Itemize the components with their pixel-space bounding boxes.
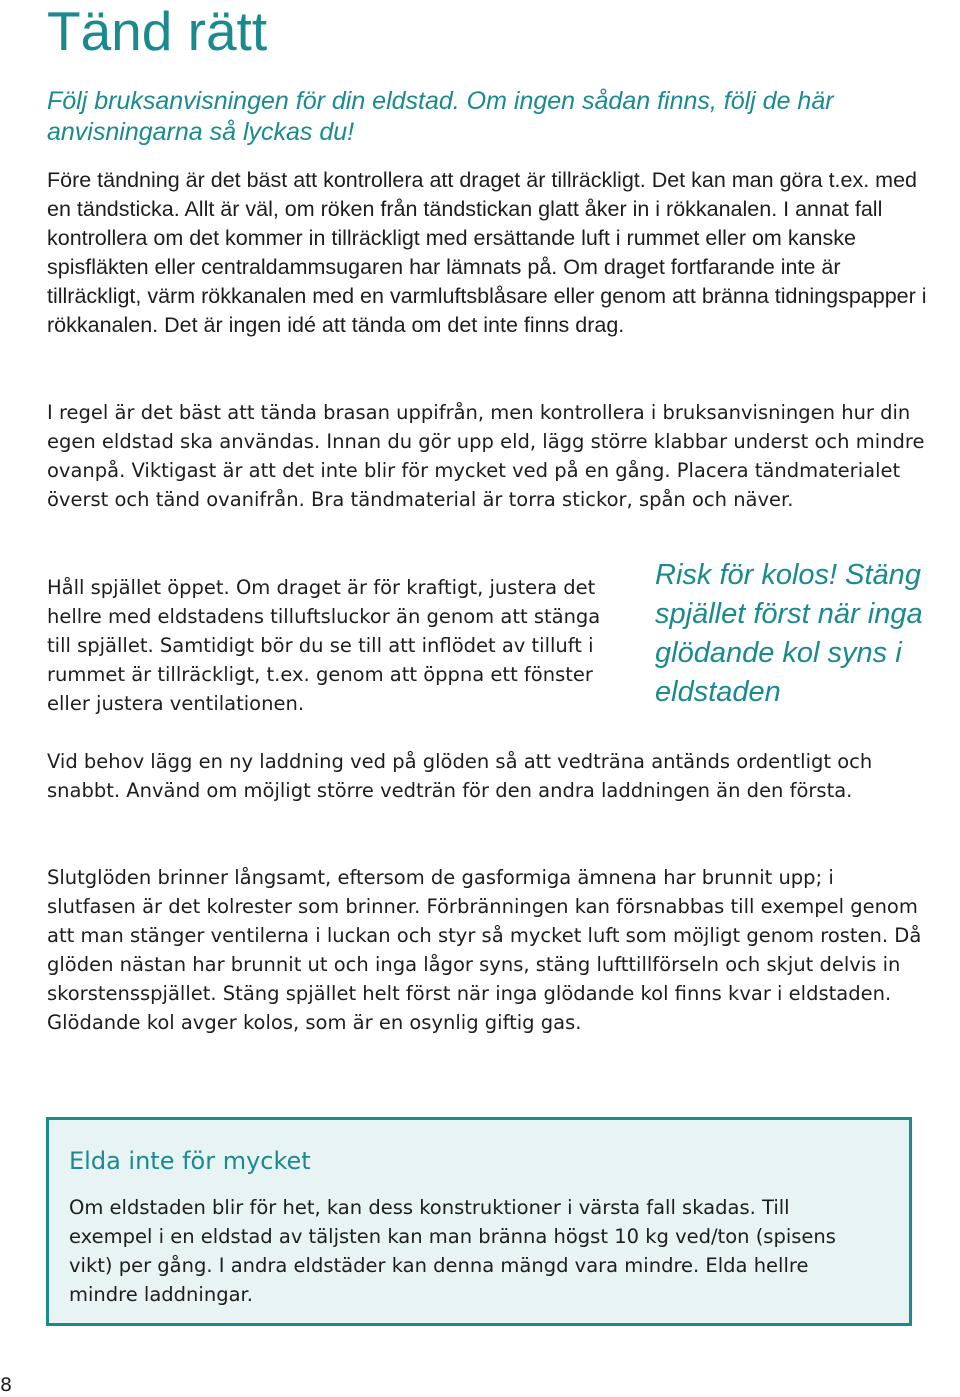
- body-paragraph-embers: Slutglöden brinner långsamt, eftersom de gasformiga ämnena har brunnit upp; i slutfasen är det kolrester som brinner. Förbränningen kan försnabbas till exempel genom att man stänger ventilerna i luckan och styr så mycket luft som möjligt genom rosten. Då glöden nästan har brunnit ut och inga lågor syns, stäng lufttillförseln och skjut delvis in skorstensspjället. Stäng spjället helt först när inga glödande kol finns kvar i eldstaden. Glödande kol avger kolos, som är en osynlig giftig gas.: [47, 866, 922, 1034]
- info-box-text: Om eldstaden blir för het, kan dess konstruktioner i värsta fall skadas. Till exempel i en eldstad av täljsten kan man bränna högst 10 kg ved/ton (spisens vikt) per gång. I andra eldstäder kan denna mängd vara mindre. Elda hellre mindre laddningar.: [69, 1196, 836, 1306]
- body-paragraph-draft-check: Före tändning är det bäst att kontrollera att draget är tillräckligt. Det kan man göra t.ex. med en tändsticka. Allt är väl, om röken från tändstickan glatt åker in i rökkanalen. I annat fall kontrollera om det kommer in tillräckligt med ersättande luft i rummet eller om kanske spisfläkten eller centraldammsugaren har lämnats på. Om draget fortfarande inte är tillräckligt, värm rökkanalen med en varmluftsblåsare eller genom att bränna tidningspapper i rökkanalen. Det är ingen idé att tända om det inte finns drag.: [47, 168, 927, 337]
- info-box: [46, 1117, 912, 1326]
- pull-quote-carbon-monoxide: Risk för kolos! Stäng spjället först när inga glödande kol syns i eldstaden: [655, 559, 923, 708]
- body-paragraph-reload: Vid behov lägg en ny laddning ved på glöden så att vedträna antänds ordentligt och snabbt. Använd om möjligt större vedträn för den andra laddningen än den första.: [47, 750, 873, 802]
- page-title: Tänd rätt: [47, 0, 268, 62]
- info-box-title: Elda inte för mycket: [69, 1147, 311, 1175]
- page-number: 8: [0, 1374, 13, 1396]
- body-paragraph-lighting-method: I regel är det bäst att tända brasan uppifrån, men kontrollera i bruksanvisningen hur din egen eldstad ska användas. Innan du gör upp eld, lägg större klabbar underst och mindre ovanpå. Viktigast är att det inte blir för mycket ved på en gång. Placera tändmaterialet överst och tänd ovanifrån. Bra tändmaterial är torra stickor, spån och näver.: [47, 401, 925, 511]
- body-paragraph-damper: Håll spjället öppet. Om draget är för kraftigt, justera det hellre med eldstadens tilluftsluckor än genom att stänga till spjället. Samtidigt bör du se till att inflödet av tilluft i rummet är tillräckligt, t.ex. genom att öppna ett fönster eller justera ventilationen.: [47, 576, 601, 715]
- lead-paragraph: Följ bruksanvisningen för din eldstad. Om ingen sådan finns, följ de här anvisningarna så lyckas du!: [47, 87, 834, 146]
